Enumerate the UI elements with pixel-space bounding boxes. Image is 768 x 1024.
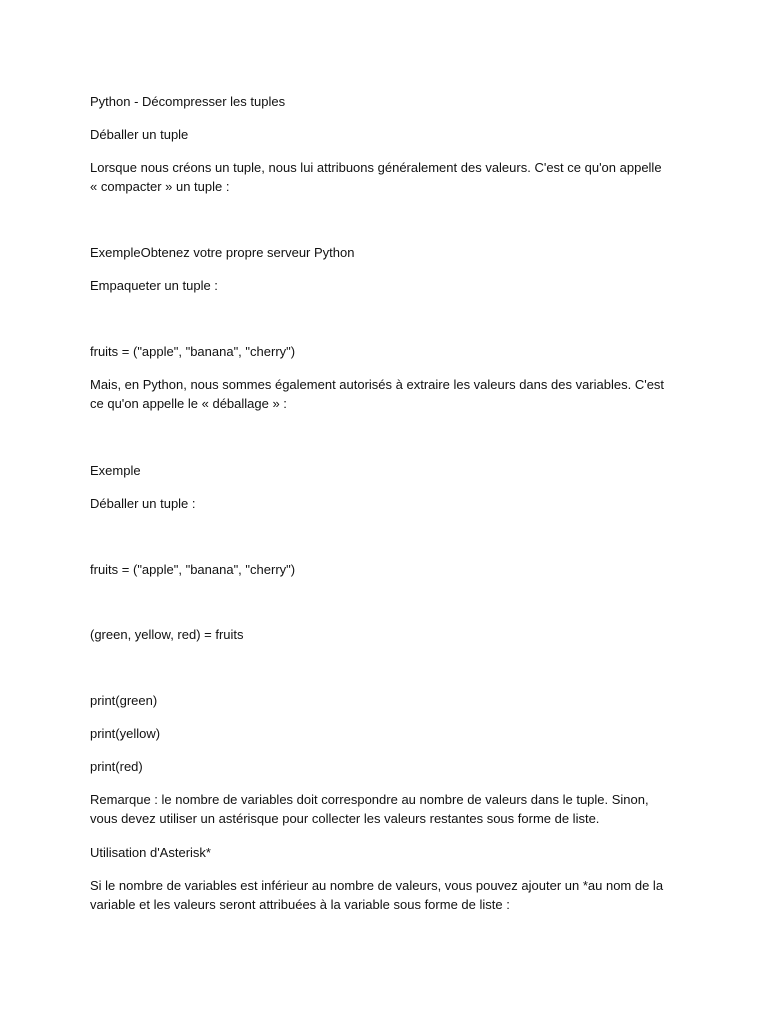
example-1-code: fruits = ("apple", "banana", "cherry") — [90, 344, 296, 359]
example-2-code-line: (green, yellow, red) = fruits — [90, 627, 244, 642]
example-1-label: ExempleObtenez votre propre serveur Python — [90, 245, 355, 260]
paragraph-note: Remarque : le nombre de variables doit correspondre au nombre de valeurs dans le tuple. Sinon, vous devez utiliser un astérisque pour collecter les valeurs restantes sous forme de liste. — [90, 792, 649, 826]
example-2-label: Exemple — [90, 463, 141, 478]
example-2-code-line: print(red) — [90, 759, 143, 774]
example-2-code-line: print(yellow) — [90, 726, 161, 741]
document-title: Python - Décompresser les tuples — [90, 94, 286, 109]
example-2-caption: Déballer un tuple : — [90, 496, 196, 511]
heading-asterisk: Utilisation d'Asterisk* — [90, 845, 211, 860]
example-2-code-line: fruits = ("apple", "banana", "cherry") — [90, 562, 296, 577]
heading-unpack-tuple: Déballer un tuple — [90, 127, 189, 142]
paragraph-asterisk: Si le nombre de variables est inférieur au nombre de valeurs, vous pouvez ajouter un *au nom de la variable et les valeurs seront attribuées à la variable sous forme de liste : — [90, 878, 664, 912]
paragraph-unpacking-intro: Mais, en Python, nous sommes également autorisés à extraire les valeurs dans des variables. C'est ce qu'on appelle le « déballage » : — [90, 377, 665, 411]
example-1-caption: Empaqueter un tuple : — [90, 278, 218, 293]
example-2-code-line: print(green) — [90, 693, 158, 708]
paragraph-packing-intro: Lorsque nous créons un tuple, nous lui attribuons généralement des valeurs. C'est ce qu'on appelle « compacter » un tuple : — [90, 160, 662, 194]
